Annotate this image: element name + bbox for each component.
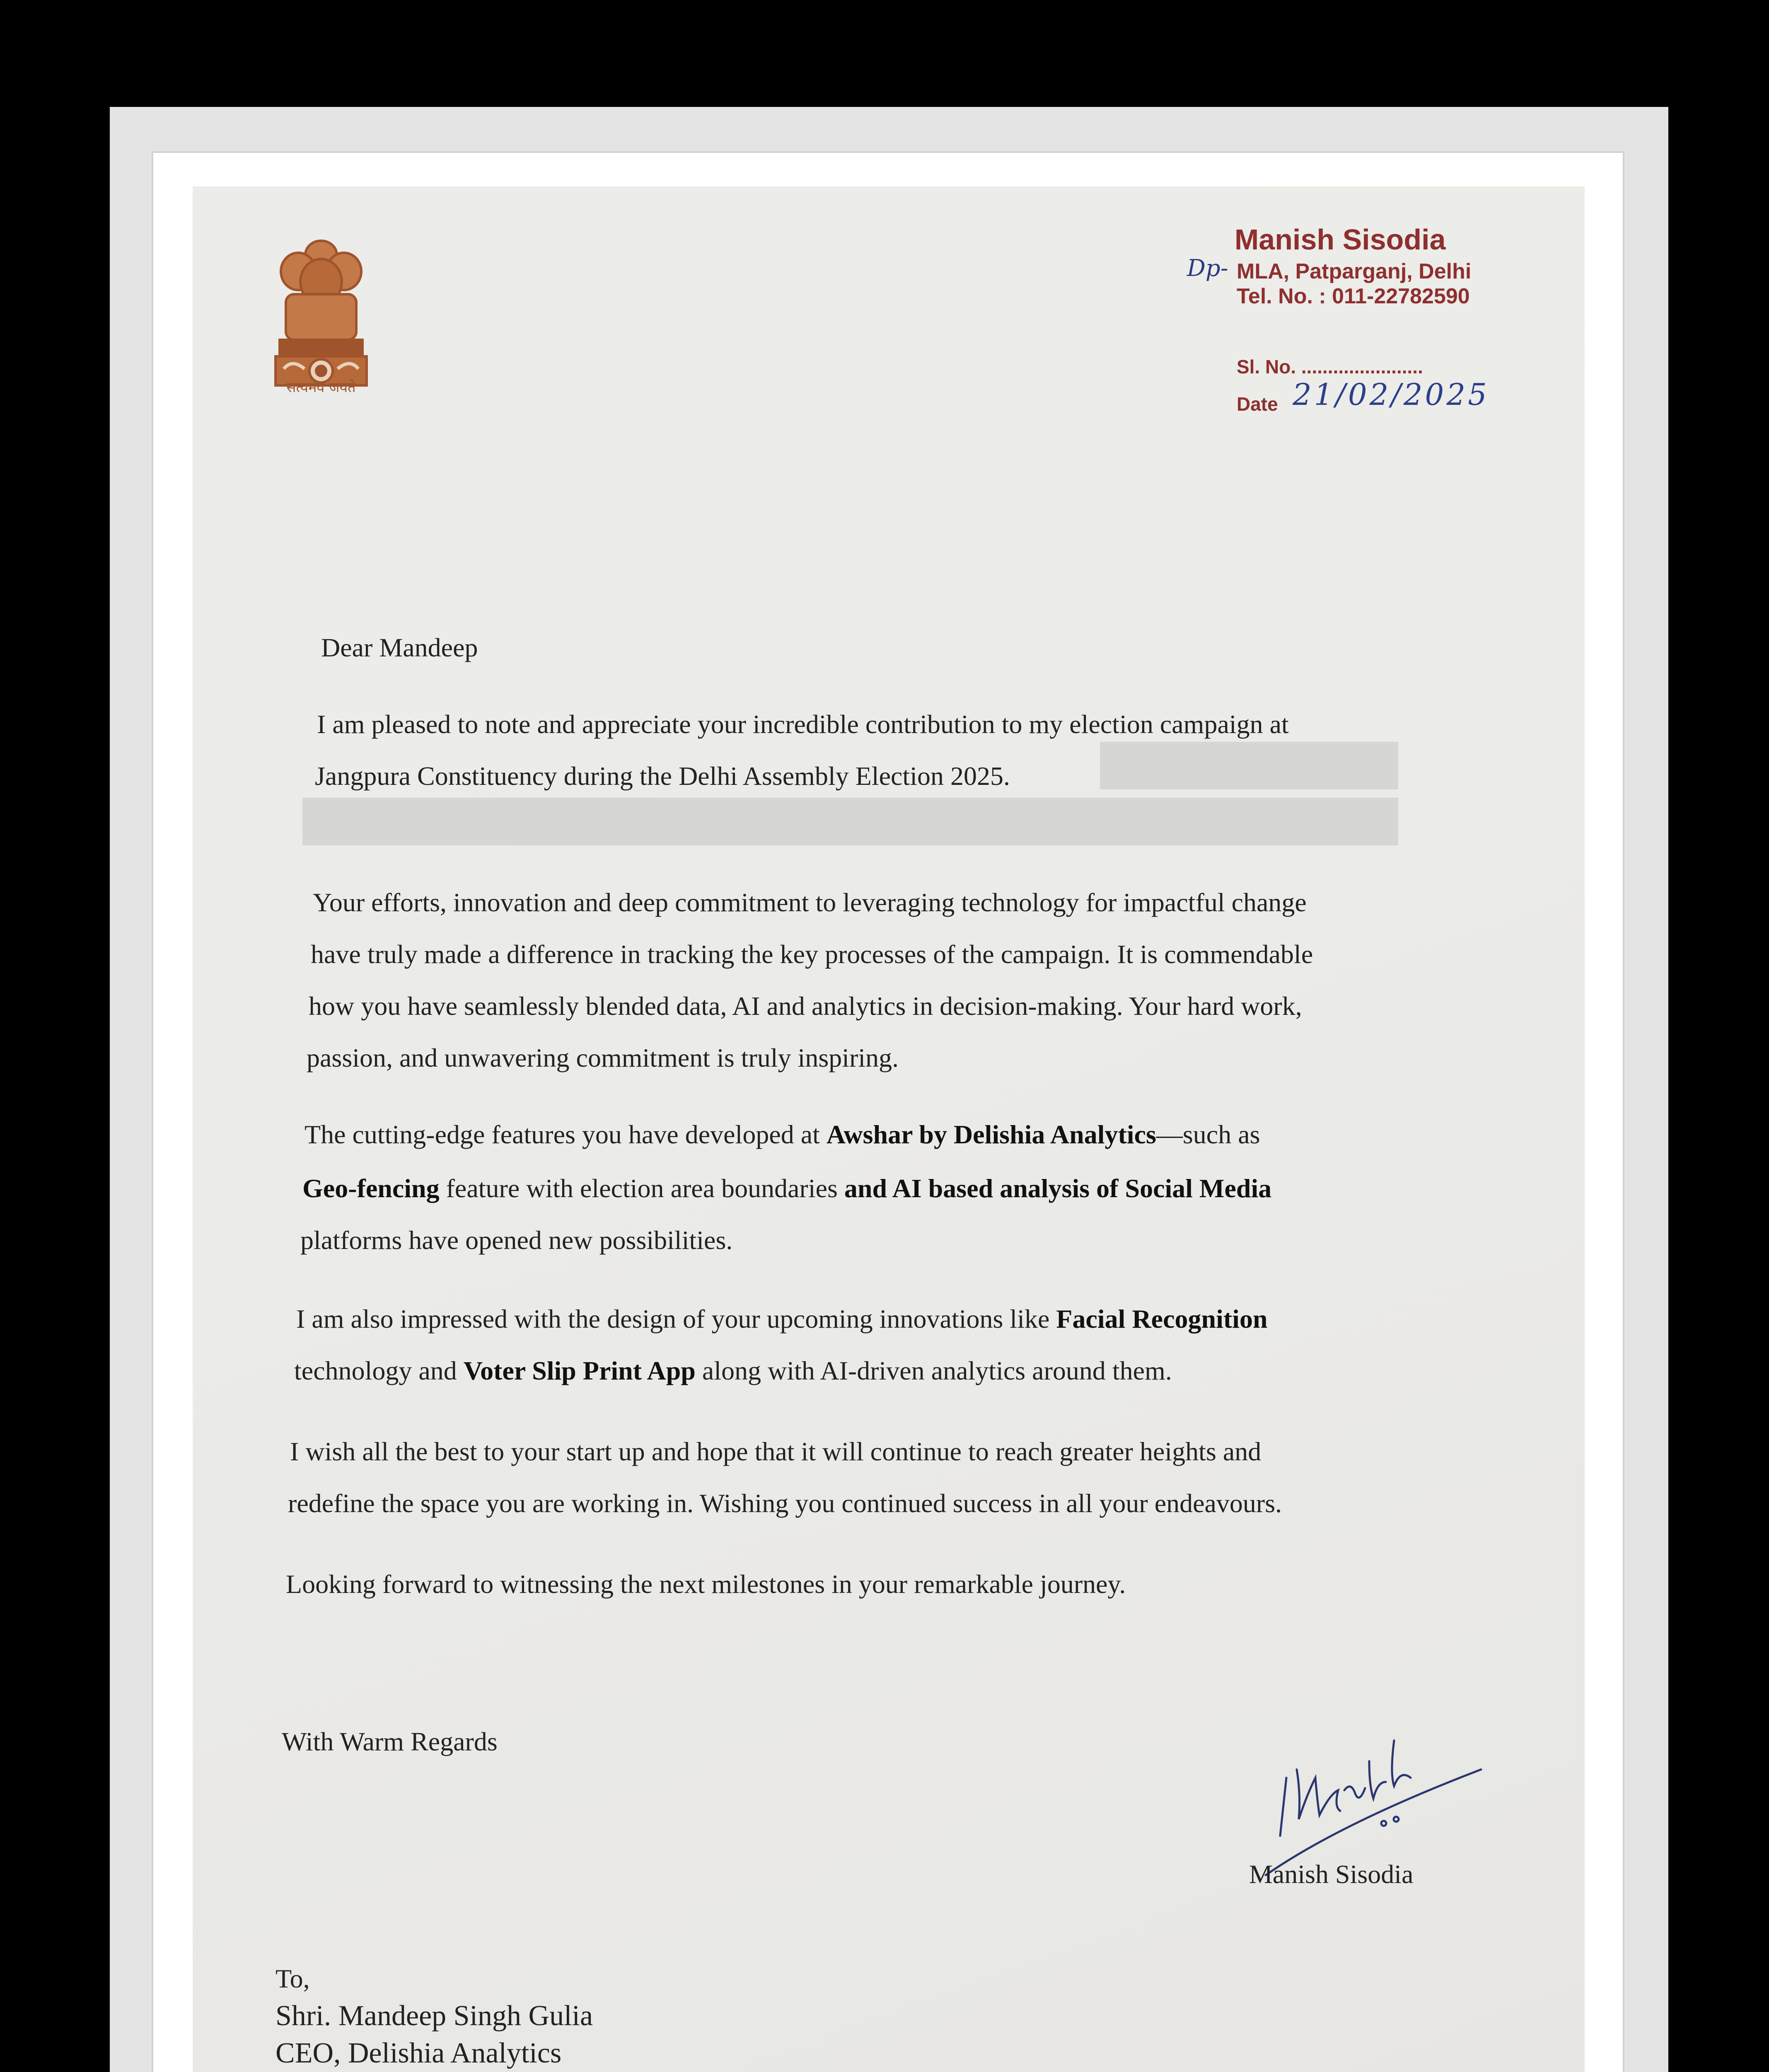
p4-text: I am also impressed with the design of your upcoming innovations like	[296, 1304, 1056, 1334]
closing: With Warm Regards	[282, 1727, 498, 1756]
p3-bold-geofencing: Geo-fencing	[302, 1174, 440, 1203]
p3-text: feature with election area boundaries	[439, 1174, 844, 1203]
recipient-designation: CEO, Delishia Analytics	[276, 2037, 562, 2069]
p6-line: Looking forward to witnessing the next milestones in your remarkable journey.	[286, 1569, 1126, 1599]
p5-line-2: redefine the space you are working in. Wishing you continued success in all your endeavours.	[288, 1489, 1282, 1518]
redaction-block	[302, 798, 1398, 845]
redaction-block	[1100, 742, 1398, 789]
p1-line-2: Jangpura Constituency during the Delhi Assembly Election 2025.	[315, 761, 1010, 791]
letterhead-name: Manish Sisodia	[1235, 223, 1446, 256]
p2-line-1: Your efforts, innovation and deep commitment to leveraging technology for impactful change	[313, 888, 1307, 917]
p4-bold-voterslip: Voter Slip Print App	[463, 1356, 696, 1385]
salutation: Dear Mandeep	[321, 633, 478, 662]
letterhead-title: MLA, Patparganj, Delhi	[1237, 259, 1472, 283]
p2-line-4: passion, and unwavering commitment is truly inspiring.	[307, 1043, 899, 1072]
letterhead-date-label: Date	[1237, 393, 1278, 415]
p3-text: —such as	[1156, 1120, 1260, 1149]
p2-line-2: have truly made a difference in tracking the key processes of the campaign. It is commendable	[311, 939, 1313, 969]
recipient-to: To,	[276, 1964, 310, 1993]
signed-name: Manish Sisodia	[1249, 1859, 1414, 1889]
p1-line-1: I am pleased to note and appreciate your incredible contribution to my election campaign at	[317, 709, 1289, 739]
recipient-name: Shri. Mandeep Singh Gulia	[276, 2000, 593, 2032]
p4-text: along with AI-driven analytics around them.	[695, 1356, 1172, 1385]
p4-line-1	[296, 1293, 1268, 1345]
letterhead-tel: Tel. No. : 011-22782590	[1237, 284, 1470, 308]
p5-line-1: I wish all the best to your start up and hope that it will continue to reach greater heights and	[290, 1437, 1262, 1466]
p4-line-2	[294, 1345, 1172, 1397]
p3-line-2	[302, 1162, 1271, 1214]
p3-bold-ai: and AI based analysis of Social Media	[844, 1174, 1272, 1203]
letter-page	[193, 186, 1585, 2072]
emblem-motto: सत्यमेव जयते	[286, 379, 356, 396]
p3-line-1	[304, 1109, 1260, 1160]
p3-line-3: platforms have opened new possibilities.	[300, 1225, 733, 1255]
p3-bold-product: Awshar by Delishia Analytics	[826, 1120, 1156, 1149]
initial-mark: Dp-	[1187, 255, 1228, 282]
letterhead-sl-no: Sl. No. .......................	[1237, 356, 1423, 378]
p4-bold-facial: Facial Recognition	[1056, 1304, 1268, 1334]
handwritten-date: 21/02/2025	[1293, 377, 1489, 412]
p4-text: technology and	[294, 1356, 464, 1385]
p3-text: The cutting-edge features you have developed at	[304, 1120, 826, 1149]
p2-line-3: how you have seamlessly blended data, AI and analytics in decision-making. Your hard work,	[309, 991, 1302, 1021]
